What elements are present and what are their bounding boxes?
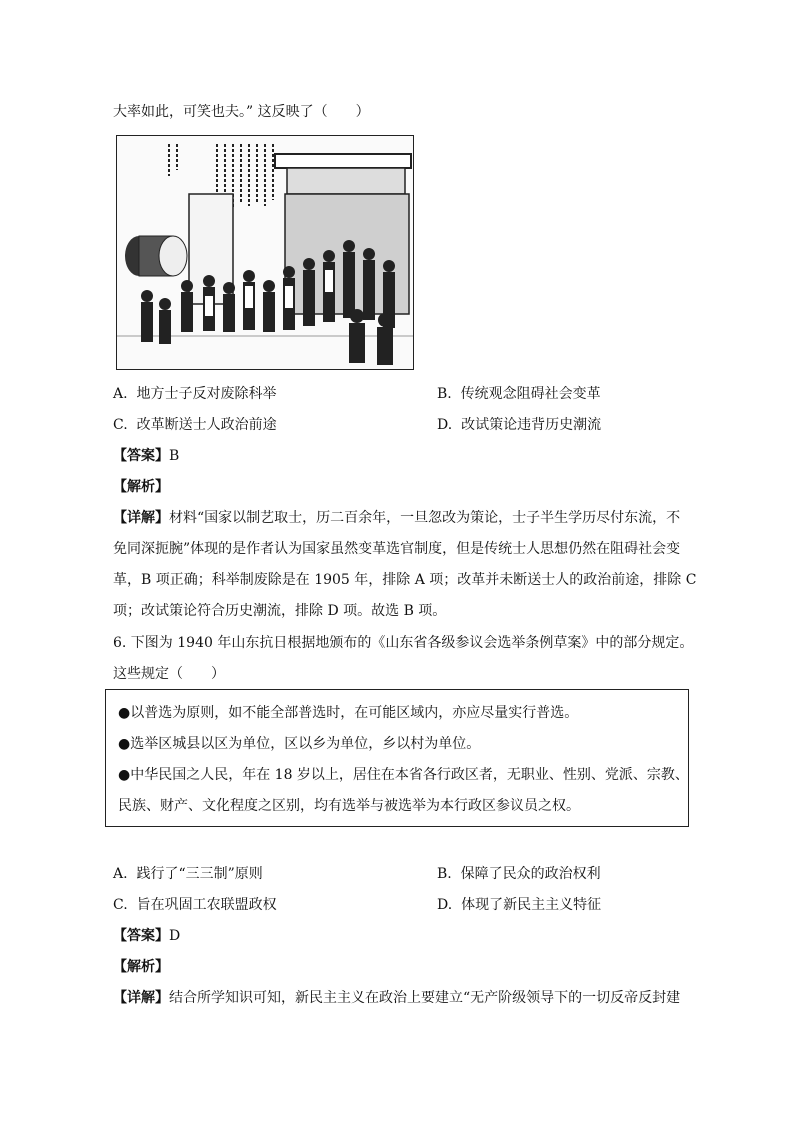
- q5-analysis-heading: [113, 477, 169, 497]
- option-text: 地方士子反对废除科举: [136, 386, 277, 402]
- q6-option-a[interactable]: [113, 864, 263, 884]
- detail-tag: 【详解】: [113, 990, 169, 1006]
- answer-value: D: [169, 928, 181, 944]
- option-text: 保障了民众的政治权利: [460, 866, 601, 882]
- q6-option-d[interactable]: [437, 895, 601, 915]
- q5-answer: [113, 446, 179, 466]
- q6-option-b[interactable]: [437, 864, 601, 884]
- detail-tag: 【详解】: [113, 510, 169, 526]
- option-letter: D.: [437, 897, 453, 913]
- q6-option-c[interactable]: [113, 895, 277, 915]
- option-letter: A.: [113, 866, 128, 882]
- detail-text: 结合所学知识可知，新民主主义在政治上要建立“无产阶级领导下的一切反帝反封建: [169, 990, 681, 1006]
- option-text: 旨在巩固工农联盟政权: [136, 897, 277, 913]
- crowd-scene-drawing: [117, 136, 413, 369]
- answer-tag: 【答案】: [113, 448, 169, 464]
- q5-option-c[interactable]: [113, 415, 277, 435]
- q6-analysis-heading: [113, 957, 169, 977]
- election-rules-box: [105, 689, 689, 827]
- q5-option-d[interactable]: [437, 415, 601, 435]
- option-letter: C.: [113, 897, 128, 913]
- option-letter: B.: [437, 386, 452, 402]
- historical-woodcut-illustration: [116, 135, 414, 370]
- detail-text: 材料“国家以制艺取士，历二百余年，一旦忽改为策论，士子半生学历尽付东流，不: [169, 510, 681, 526]
- option-letter: C.: [113, 417, 128, 433]
- option-letter: A.: [113, 386, 128, 402]
- q6-stem-line-1: 6. 下图为 1940 年山东抗日根据地颁布的《山东省各级参议会选举条例草案》中的部分规定。: [113, 635, 694, 651]
- option-text: 传统观念阻碍社会变革: [460, 386, 601, 402]
- analysis-tag: 【解析】: [113, 959, 169, 975]
- q5-stem-tail: 大率如此，可笑也夫。” 这反映了（ ）: [113, 104, 370, 120]
- q6-stem-line-2: 这些规定（ ）: [113, 666, 225, 682]
- q5-detail-line-2: 免同深扼腕”体现的是作者认为国家虽然变革选官制度，但是传统士人思想仍然在阻碍社会变: [113, 541, 681, 557]
- option-text: 改试策论违背历史潮流: [461, 417, 602, 433]
- q5-option-b[interactable]: [437, 384, 601, 404]
- rule-item-2: ●选举区城县以区为单位，区以乡为单位，乡以村为单位。: [118, 736, 481, 752]
- option-text: 体现了新民主主义特征: [461, 897, 602, 913]
- q6-detail-line-1: [113, 988, 680, 1008]
- q5-detail-line-1: [113, 508, 680, 528]
- option-letter: B.: [437, 866, 452, 882]
- q5-option-a[interactable]: [113, 384, 276, 404]
- q5-detail-line-3: 革，B 项正确；科举制废除是在 1905 年，排除 A 项；改革并未断送士人的政治前途，排除 C: [113, 572, 697, 588]
- q6-answer: [113, 926, 180, 946]
- option-text: 改革断送士人政治前途: [136, 417, 277, 433]
- option-letter: D.: [437, 417, 453, 433]
- q5-detail-line-4: 项；改试策论符合历史潮流，排除 D 项。故选 B 项。: [113, 603, 447, 619]
- rule-item-4: 民族、财产、文化程度之区别，均有选举与被选举为本行政区参议员之权。: [118, 798, 580, 814]
- rule-item-3: ●中华民国之人民，年在 18 岁以上，居住在本省各行政区者，无职业、性别、党派、宗教、: [118, 767, 689, 783]
- answer-value: B: [169, 448, 180, 464]
- rule-item-1: ●以普选为原则，如不能全部普选时，在可能区域内，亦应尽量实行普选。: [118, 705, 579, 721]
- analysis-tag: 【解析】: [113, 479, 169, 495]
- option-text: 践行了“三三制”原则: [136, 866, 263, 882]
- answer-tag: 【答案】: [113, 928, 169, 944]
